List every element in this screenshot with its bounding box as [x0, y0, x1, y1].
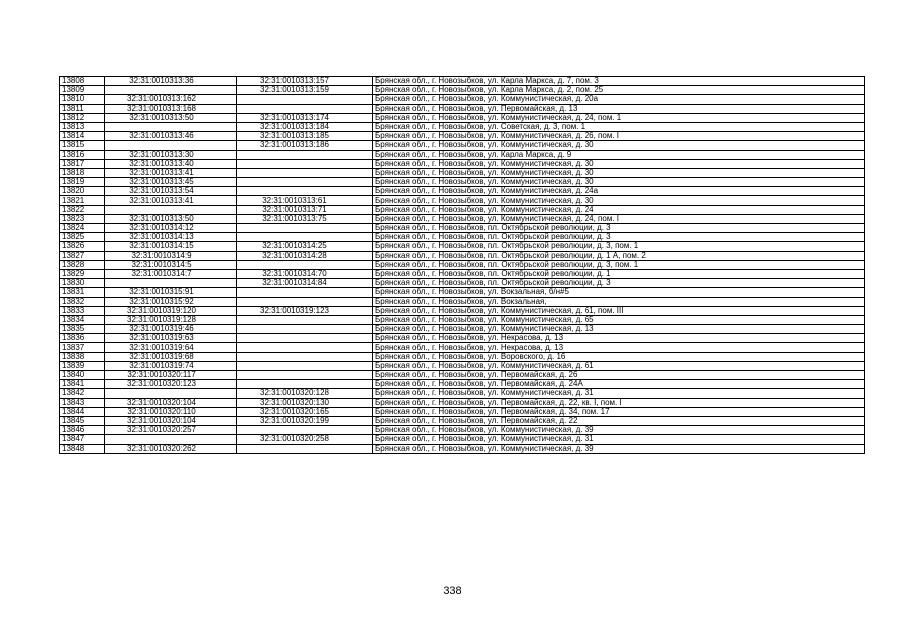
address-cell: Брянская обл., г. Новозыбков, ул. Коммунистическая, д. 30	[373, 141, 865, 150]
parcel-number-cell	[105, 279, 237, 288]
address-cell: Брянская обл., г. Новозыбков, пл. Октябрьской революции, д. 3	[373, 224, 865, 233]
table-row	[60, 306, 865, 315]
object-number-cell	[237, 426, 373, 435]
address-cell: Брянская обл., г. Новозыбков, ул. Коммунистическая, д. 39	[373, 444, 865, 453]
row-number-cell: 13826	[60, 242, 105, 251]
row-number-cell: 13812	[60, 113, 105, 122]
object-number-cell: 32:31:0010313:184	[237, 122, 373, 131]
table-row	[60, 398, 865, 407]
object-number-cell	[237, 334, 373, 343]
row-number-cell: 13827	[60, 251, 105, 260]
parcel-number-cell: 32:31:0010320:257	[105, 426, 237, 435]
address-cell: Брянская обл., г. Новозыбков, ул. Коммунистическая, д. 30	[373, 168, 865, 177]
table-row	[60, 178, 865, 187]
address-cell: Брянская обл., г. Новозыбков, ул. Коммунистическая, д. 24, пом. I	[373, 214, 865, 223]
row-number-cell: 13831	[60, 288, 105, 297]
row-number-cell: 13829	[60, 269, 105, 278]
row-number-cell: 13844	[60, 407, 105, 416]
row-number-cell: 13809	[60, 86, 105, 95]
parcel-number-cell: 32:31:0010314:13	[105, 233, 237, 242]
address-cell: Брянская обл., г. Новозыбков, ул. Воровского, д. 16	[373, 352, 865, 361]
table-row	[60, 352, 865, 361]
address-cell: Брянская обл., г. Новозыбков, ул. Некрасова, д. 13	[373, 334, 865, 343]
object-number-cell: 32:31:0010320:199	[237, 416, 373, 425]
table-row	[60, 444, 865, 453]
parcel-number-cell: 32:31:0010314:9	[105, 251, 237, 260]
row-number-cell: 13825	[60, 233, 105, 242]
parcel-number-cell	[105, 389, 237, 398]
registry-table-body	[60, 77, 865, 454]
address-cell: Брянская обл., г. Новозыбков, ул. Коммунистическая, д. 20а	[373, 95, 865, 104]
object-number-cell	[237, 361, 373, 370]
table-row	[60, 95, 865, 104]
object-number-cell	[237, 233, 373, 242]
address-cell: Брянская обл., г. Новозыбков, ул. Коммунистическая, д. 61	[373, 361, 865, 370]
object-number-cell	[237, 380, 373, 389]
address-cell: Брянская обл., г. Новозыбков, ул. Первомайская, д. 22, кв. I, пом. I	[373, 398, 865, 407]
address-cell: Брянская обл., г. Новозыбков, ул. Коммунистическая, д. 24	[373, 205, 865, 214]
parcel-number-cell: 32:31:0010313:41	[105, 168, 237, 177]
address-cell: Брянская обл., г. Новозыбков, ул. Коммунистическая, д. 39	[373, 426, 865, 435]
row-number-cell: 13819	[60, 178, 105, 187]
object-number-cell: 32:31:0010319:123	[237, 306, 373, 315]
parcel-number-cell	[105, 86, 237, 95]
object-number-cell	[237, 343, 373, 352]
row-number-cell: 13848	[60, 444, 105, 453]
object-number-cell	[237, 95, 373, 104]
table-row	[60, 389, 865, 398]
row-number-cell: 13823	[60, 214, 105, 223]
table-row	[60, 407, 865, 416]
parcel-number-cell: 32:31:0010313:162	[105, 95, 237, 104]
object-number-cell	[237, 325, 373, 334]
row-number-cell: 13821	[60, 196, 105, 205]
table-row	[60, 168, 865, 177]
address-cell: Брянская обл., г. Новозыбков, ул. Некрасова, д. 13	[373, 343, 865, 352]
row-number-cell: 13839	[60, 361, 105, 370]
parcel-number-cell: 32:31:0010320:104	[105, 398, 237, 407]
parcel-number-cell: 32:31:0010313:41	[105, 196, 237, 205]
table-row	[60, 380, 865, 389]
object-number-cell	[237, 178, 373, 187]
object-number-cell: 32:31:0010320:258	[237, 435, 373, 444]
row-number-cell: 13832	[60, 297, 105, 306]
row-number-cell: 13808	[60, 77, 105, 86]
address-cell: Брянская обл., г. Новозыбков, ул. Коммунистическая, д. 31	[373, 389, 865, 398]
address-cell: Брянская обл., г. Новозыбков, ул. Карла Маркса, д. 2, пом. 25	[373, 86, 865, 95]
table-row	[60, 343, 865, 352]
table-row	[60, 113, 865, 122]
table-row	[60, 426, 865, 435]
address-cell: Брянская обл., г. Новозыбков, ул. Коммунистическая, д. 61, пом. III	[373, 306, 865, 315]
object-number-cell	[237, 104, 373, 113]
object-number-cell	[237, 288, 373, 297]
table-row	[60, 435, 865, 444]
address-cell: Брянская обл., г. Новозыбков, пл. Октябрьской революции, д. 3, пом. 1	[373, 260, 865, 269]
parcel-number-cell: 32:31:0010313:45	[105, 178, 237, 187]
parcel-number-cell	[105, 122, 237, 131]
object-number-cell	[237, 187, 373, 196]
parcel-number-cell: 32:31:0010319:74	[105, 361, 237, 370]
row-number-cell: 13835	[60, 325, 105, 334]
address-cell: Брянская обл., г. Новозыбков, пл. Октябрьской революции, д. 3	[373, 279, 865, 288]
table-row	[60, 159, 865, 168]
table-row	[60, 269, 865, 278]
object-number-cell	[237, 150, 373, 159]
parcel-number-cell: 32:31:0010315:91	[105, 288, 237, 297]
row-number-cell: 13818	[60, 168, 105, 177]
row-number-cell: 13840	[60, 371, 105, 380]
row-number-cell: 13820	[60, 187, 105, 196]
address-cell: Брянская обл., г. Новозыбков, пл. Октябрьской революции, д. 3, пом. 1	[373, 242, 865, 251]
parcel-number-cell: 32:31:0010320:110	[105, 407, 237, 416]
object-number-cell: 32:31:0010314:28	[237, 251, 373, 260]
address-cell: Брянская обл., г. Новозыбков, ул. Коммунистическая, д. 30	[373, 178, 865, 187]
parcel-number-cell: 32:31:0010313:50	[105, 113, 237, 122]
object-number-cell: 32:31:0010320:165	[237, 407, 373, 416]
address-cell: Брянская обл., г. Новозыбков, ул. Вокзальная,	[373, 297, 865, 306]
address-cell: Брянская обл., г. Новозыбков, ул. Коммунистическая, д. 24, пом. 1	[373, 113, 865, 122]
row-number-cell: 13828	[60, 260, 105, 269]
table-row	[60, 260, 865, 269]
row-number-cell: 13817	[60, 159, 105, 168]
table-row	[60, 315, 865, 324]
table-row	[60, 371, 865, 380]
object-number-cell: 32:31:0010320:128	[237, 389, 373, 398]
parcel-number-cell: 32:31:0010313:40	[105, 159, 237, 168]
address-cell: Брянская обл., г. Новозыбков, ул. Карла Маркса, д. 9	[373, 150, 865, 159]
parcel-number-cell: 32:31:0010319:120	[105, 306, 237, 315]
row-number-cell: 13847	[60, 435, 105, 444]
address-cell: Брянская обл., г. Новозыбков, ул. Коммунистическая, д. 65	[373, 315, 865, 324]
row-number-cell: 13838	[60, 352, 105, 361]
table-row	[60, 150, 865, 159]
row-number-cell: 13822	[60, 205, 105, 214]
object-number-cell: 32:31:0010313:61	[237, 196, 373, 205]
parcel-number-cell: 32:31:0010313:50	[105, 214, 237, 223]
parcel-number-cell: 32:31:0010313:46	[105, 132, 237, 141]
row-number-cell: 13834	[60, 315, 105, 324]
parcel-number-cell: 32:31:0010313:30	[105, 150, 237, 159]
row-number-cell: 13836	[60, 334, 105, 343]
row-number-cell: 13814	[60, 132, 105, 141]
row-number-cell: 13845	[60, 416, 105, 425]
parcel-number-cell: 32:31:0010320:262	[105, 444, 237, 453]
parcel-number-cell: 32:31:0010319:46	[105, 325, 237, 334]
row-number-cell: 13842	[60, 389, 105, 398]
parcel-number-cell: 32:31:0010315:92	[105, 297, 237, 306]
object-number-cell: 32:31:0010320:130	[237, 398, 373, 407]
parcel-number-cell: 32:31:0010314:7	[105, 269, 237, 278]
table-row	[60, 224, 865, 233]
parcel-number-cell: 32:31:0010313:168	[105, 104, 237, 113]
row-number-cell: 13810	[60, 95, 105, 104]
table-row	[60, 187, 865, 196]
object-number-cell	[237, 352, 373, 361]
object-number-cell	[237, 371, 373, 380]
table-row	[60, 288, 865, 297]
object-number-cell: 32:31:0010313:174	[237, 113, 373, 122]
address-cell: Брянская обл., г. Новозыбков, ул. Первомайская, д. 13	[373, 104, 865, 113]
address-cell: Брянская обл., г. Новозыбков, ул. Первомайская, д. 26	[373, 371, 865, 380]
address-cell: Брянская обл., г. Новозыбков, ул. Коммунистическая, д. 30	[373, 196, 865, 205]
parcel-number-cell: 32:31:0010319:68	[105, 352, 237, 361]
address-cell: Брянская обл., г. Новозыбков, пл. Октябрьской революции, д. 1 А, пом. 2	[373, 251, 865, 260]
address-cell: Брянская обл., г. Новозыбков, ул. Коммунистическая, д. 30	[373, 159, 865, 168]
row-number-cell: 13841	[60, 380, 105, 389]
object-number-cell: 32:31:0010313:75	[237, 214, 373, 223]
address-cell: Брянская обл., г. Новозыбков, ул. Советская, д. 3, пом. 1	[373, 122, 865, 131]
object-number-cell: 32:31:0010313:159	[237, 86, 373, 95]
parcel-number-cell	[105, 435, 237, 444]
object-number-cell	[237, 168, 373, 177]
address-cell: Брянская обл., г. Новозыбков, пл. Октябрьской революции, д. 1	[373, 269, 865, 278]
address-cell: Брянская обл., г. Новозыбков, ул. Карла Маркса, д. 7, пом. 3	[373, 77, 865, 86]
parcel-number-cell	[105, 205, 237, 214]
parcel-number-cell: 32:31:0010320:117	[105, 371, 237, 380]
table-row	[60, 86, 865, 95]
object-number-cell: 32:31:0010313:186	[237, 141, 373, 150]
row-number-cell: 13846	[60, 426, 105, 435]
table-row	[60, 205, 865, 214]
table-row	[60, 77, 865, 86]
object-number-cell	[237, 260, 373, 269]
table-row	[60, 214, 865, 223]
row-number-cell: 13811	[60, 104, 105, 113]
object-number-cell: 32:31:0010314:25	[237, 242, 373, 251]
row-number-cell: 13813	[60, 122, 105, 131]
parcel-number-cell: 32:31:0010314:15	[105, 242, 237, 251]
address-cell: Брянская обл., г. Новозыбков, пл. Октябрьской революции, д. 3	[373, 233, 865, 242]
parcel-number-cell: 32:31:0010313:36	[105, 77, 237, 86]
object-number-cell: 32:31:0010313:71	[237, 205, 373, 214]
table-row	[60, 141, 865, 150]
parcel-number-cell: 32:31:0010319:64	[105, 343, 237, 352]
parcel-number-cell: 32:31:0010319:128	[105, 315, 237, 324]
object-number-cell: 32:31:0010313:185	[237, 132, 373, 141]
page-number: 338	[443, 585, 462, 597]
table-row	[60, 325, 865, 334]
row-number-cell: 13816	[60, 150, 105, 159]
address-cell: Брянская обл., г. Новозыбков, ул. Первомайская, д. 24А	[373, 380, 865, 389]
object-number-cell: 32:31:0010313:157	[237, 77, 373, 86]
table-row	[60, 242, 865, 251]
parcel-number-cell: 32:31:0010319:63	[105, 334, 237, 343]
parcel-number-cell: 32:31:0010314:5	[105, 260, 237, 269]
row-number-cell: 13830	[60, 279, 105, 288]
table-row	[60, 334, 865, 343]
row-number-cell: 13824	[60, 224, 105, 233]
address-cell: Брянская обл., г. Новозыбков, ул. Коммунистическая, д. 24а	[373, 187, 865, 196]
parcel-number-cell: 32:31:0010320:104	[105, 416, 237, 425]
row-number-cell: 13833	[60, 306, 105, 315]
address-cell: Брянская обл., г. Новозыбков, ул. Коммунистическая, д. 26, пом. I	[373, 132, 865, 141]
row-number-cell: 13843	[60, 398, 105, 407]
row-number-cell: 13815	[60, 141, 105, 150]
parcel-number-cell: 32:31:0010313:54	[105, 187, 237, 196]
address-cell: Брянская обл., г. Новозыбков, ул. Первомайская, д. 22	[373, 416, 865, 425]
table-row	[60, 196, 865, 205]
address-cell: Брянская обл., г. Новозыбков, ул. Первомайская, д. 34, пом. 17	[373, 407, 865, 416]
parcel-number-cell	[105, 141, 237, 150]
object-number-cell	[237, 224, 373, 233]
table-row	[60, 297, 865, 306]
table-row	[60, 279, 865, 288]
table-row	[60, 416, 865, 425]
table-row	[60, 233, 865, 242]
parcel-number-cell: 32:31:0010320:123	[105, 380, 237, 389]
address-cell: Брянская обл., г. Новозыбков, ул. Вокзальная, б/н#5	[373, 288, 865, 297]
object-number-cell	[237, 159, 373, 168]
parcel-number-cell: 32:31:0010314:12	[105, 224, 237, 233]
object-number-cell	[237, 444, 373, 453]
table-row	[60, 104, 865, 113]
registry-table	[59, 76, 865, 454]
object-number-cell	[237, 315, 373, 324]
object-number-cell	[237, 297, 373, 306]
row-number-cell: 13837	[60, 343, 105, 352]
table-row	[60, 132, 865, 141]
object-number-cell: 32:31:0010314:70	[237, 269, 373, 278]
object-number-cell: 32:31:0010314:84	[237, 279, 373, 288]
address-cell: Брянская обл., г. Новозыбков, ул. Коммунистическая, д. 13	[373, 325, 865, 334]
table-row	[60, 361, 865, 370]
table-row	[60, 251, 865, 260]
table-row	[60, 122, 865, 131]
address-cell: Брянская обл., г. Новозыбков, ул. Коммунистическая, д. 31	[373, 435, 865, 444]
